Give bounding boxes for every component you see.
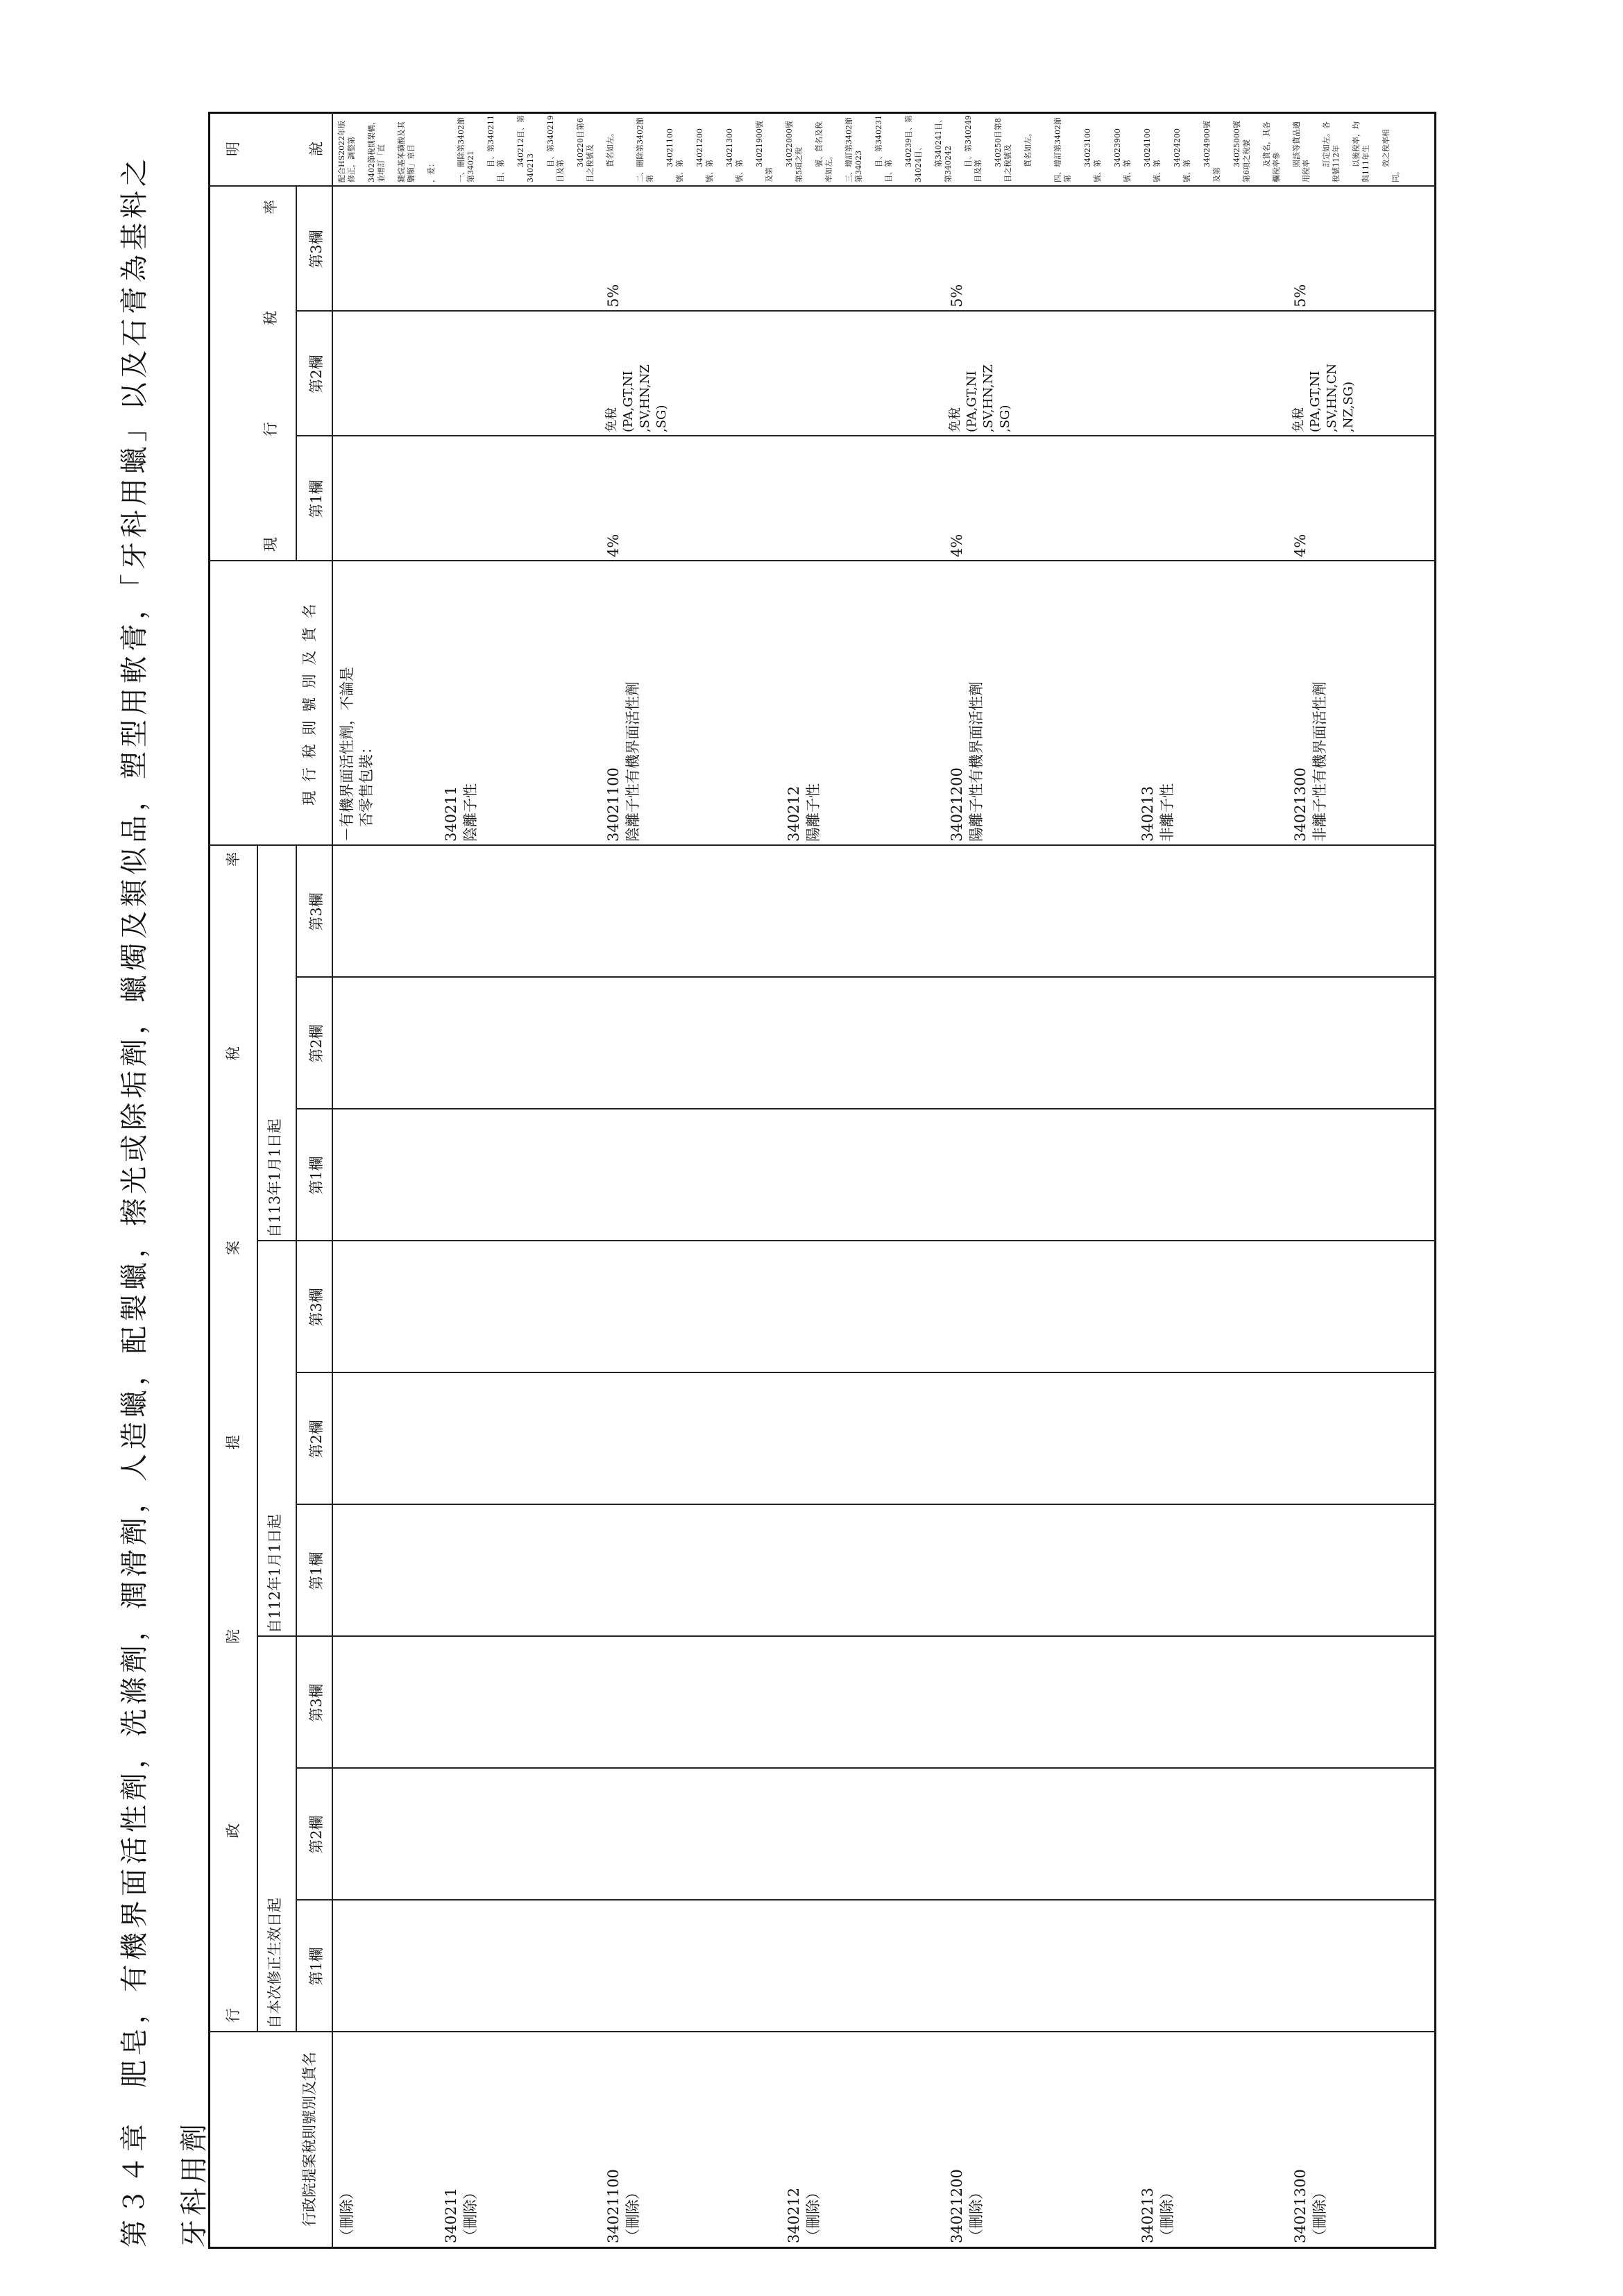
current-rate-col1: 4% [949, 534, 965, 557]
note-line: 鏈烷基苯磺酸及其鹽類」章目 [397, 121, 416, 182]
ey-code: 340213 [1139, 2187, 1156, 2243]
note-line: 及貨名，其各欄稅率參 [1262, 121, 1281, 182]
header-cur-col1: 第1欄 [308, 479, 325, 518]
current-desc: 34021100 陰離子性有機界面活性劑 [605, 681, 641, 842]
current-rate-col3: 5% [949, 284, 965, 307]
note-line: 34025000號第6項之稅號 [1232, 121, 1251, 182]
note-line: 34021900號及第 [755, 121, 774, 182]
current-rate-col1: 4% [605, 534, 622, 557]
chapter-title: 第３４章 肥皂，有機界面活性劑，洗滌劑，潤滑劑，人造蠟，配製蠟，擦光或除垢劑，蠟燭及類似品，塑型用軟膏，「牙科用蠟」以及石膏為基料之 [119, 155, 151, 2247]
note-line: 34021300號、第 [725, 128, 744, 182]
ey-code: 34021200 [949, 2169, 965, 2243]
current-desc: 340212 陽離子性 [785, 783, 822, 842]
note-line: 目、第340249目及第 [964, 115, 983, 182]
note-line: 照該等貨品適用稅率 [1292, 121, 1311, 182]
note-line: 34024900號及第 [1203, 121, 1221, 182]
header-col1: 第1欄 [308, 1551, 325, 1590]
current-rate-col3: 5% [605, 284, 622, 307]
header-period-current: 自本次修正生效日起 [266, 1898, 283, 2029]
current-rate-col1: 4% [1292, 534, 1309, 557]
header-proposal-rate: 行 政 院 提 案 稅 率 [225, 852, 241, 2023]
header-col2: 第2欄 [308, 1024, 325, 1063]
note-line: 340212目、第340213 [516, 115, 535, 182]
note-line: 貨名如左。 [1023, 129, 1033, 182]
note-line: 二、刪除第3402節第 [636, 117, 654, 182]
comparison-table [208, 112, 1436, 2249]
header-col3: 第3欄 [308, 1288, 325, 1327]
note-line: 貨名如左。 [606, 129, 615, 182]
current-desc: 340213 非離子性 [1139, 783, 1175, 842]
header-col2: 第2欄 [308, 1420, 325, 1459]
note-line: 340250目第8目之稅號及 [994, 118, 1012, 182]
header-period-2024: 自113年1月1日起 [266, 1119, 283, 1238]
note-line: 34021200號、第 [695, 128, 714, 182]
note-line: 34024200號、第 [1173, 128, 1191, 182]
header-ey-code: 行政院提案稅則號別及貨名 [301, 2052, 318, 2227]
header-current-code: 現 行 稅 則 號 別 及 貨 名 [301, 602, 318, 806]
header-period-2023: 自112年1月1日起 [266, 1514, 283, 1633]
current-rate-col3: 5% [1292, 284, 1309, 307]
current-rate-col2: 免稅 (PA,GT,NI ,SV,HN,NZ ,SG) [948, 364, 1012, 432]
ey-del: （刪除） [1159, 2185, 1175, 2243]
note-line: 以後稅率，均與111年生 [1352, 121, 1370, 182]
ey-del: （刪除） [1311, 2185, 1328, 2243]
ey-code: 34021100 [605, 2169, 622, 2243]
note-line: 34024100號、第 [1143, 128, 1162, 182]
note-line: 3402節稅則架構，並增訂「直 [367, 117, 386, 182]
ey-del: （刪除） [624, 2185, 641, 2243]
current-rate-col2: 免稅 (PA,GT,NI ,SV,HN,CN ,NZ,SG) [1291, 363, 1356, 432]
header-col3: 第3欄 [308, 1683, 325, 1722]
header-note: 明 說 [225, 142, 325, 156]
note-line: 340220目第6目之稅號及 [576, 118, 595, 182]
current-desc: －有機界面活性劑，不論是 否零售包裝： [339, 667, 375, 842]
current-desc: 34021200 陽離子性有機界面活性劑 [949, 681, 985, 842]
header-col1: 第1欄 [308, 1947, 325, 1986]
note-line: 目、第340211目、第 [486, 115, 505, 182]
ey-code: 340212 [785, 2187, 802, 2243]
ey-del: （刪除） [968, 2185, 985, 2243]
current-desc: 340211 陰離子性 [443, 783, 479, 842]
note-line: 34023900號、第 [1113, 128, 1132, 182]
ey-del: （刪除） [462, 2185, 479, 2243]
header-col1: 第1欄 [308, 1156, 325, 1195]
note-line: 號、貨名及稅率如左。 [815, 121, 833, 182]
note-line: 配合HS2022年版修正，調整第 [337, 120, 356, 182]
note-line: 34023100號、第 [1083, 128, 1102, 182]
header-col3: 第3欄 [308, 892, 325, 931]
current-desc: 34021300 非離子性有機界面活性劑 [1292, 681, 1328, 842]
note-line: 34021100號、第 [665, 128, 684, 182]
ey-del: （刪除） [805, 2185, 822, 2243]
note-line: 34022000號第5項之稅 [785, 121, 804, 182]
note-line: 340239目、第34024目、 [904, 115, 923, 182]
note-line: 第340241目、第340242 [934, 115, 953, 182]
header-current-rate: 現 行 稅 率 [262, 200, 279, 552]
header-col2: 第2欄 [308, 1815, 325, 1854]
current-rate-col2: 免稅 (PA,GT,NI ,SV,HN,NZ ,SG) [604, 364, 669, 432]
note-line: 效之稅率相同。 [1382, 129, 1400, 182]
ey-del: （刪除） [339, 2185, 355, 2243]
note-line: 訂定如左。各稅號112年 [1322, 121, 1341, 182]
note-line: ，爰： [427, 160, 436, 182]
chapter-title-cont: 牙科用劑 [178, 2120, 210, 2247]
ey-code: 340211 [443, 2187, 459, 2243]
note-line: 一、刪除第3402節第34021 [457, 117, 475, 182]
note-line: 目、第340231目、第 [874, 115, 893, 182]
note-column [337, 113, 1434, 184]
note-line: 目、第340219目及第 [546, 115, 565, 182]
header-cur-col2: 第2欄 [308, 355, 325, 393]
note-line: 三、增訂第3402節第34023 [844, 117, 863, 182]
ey-code: 34021300 [1292, 2169, 1309, 2243]
note-line: 四、增訂第3402節第 [1053, 117, 1072, 182]
header-cur-col3: 第3欄 [308, 230, 325, 269]
